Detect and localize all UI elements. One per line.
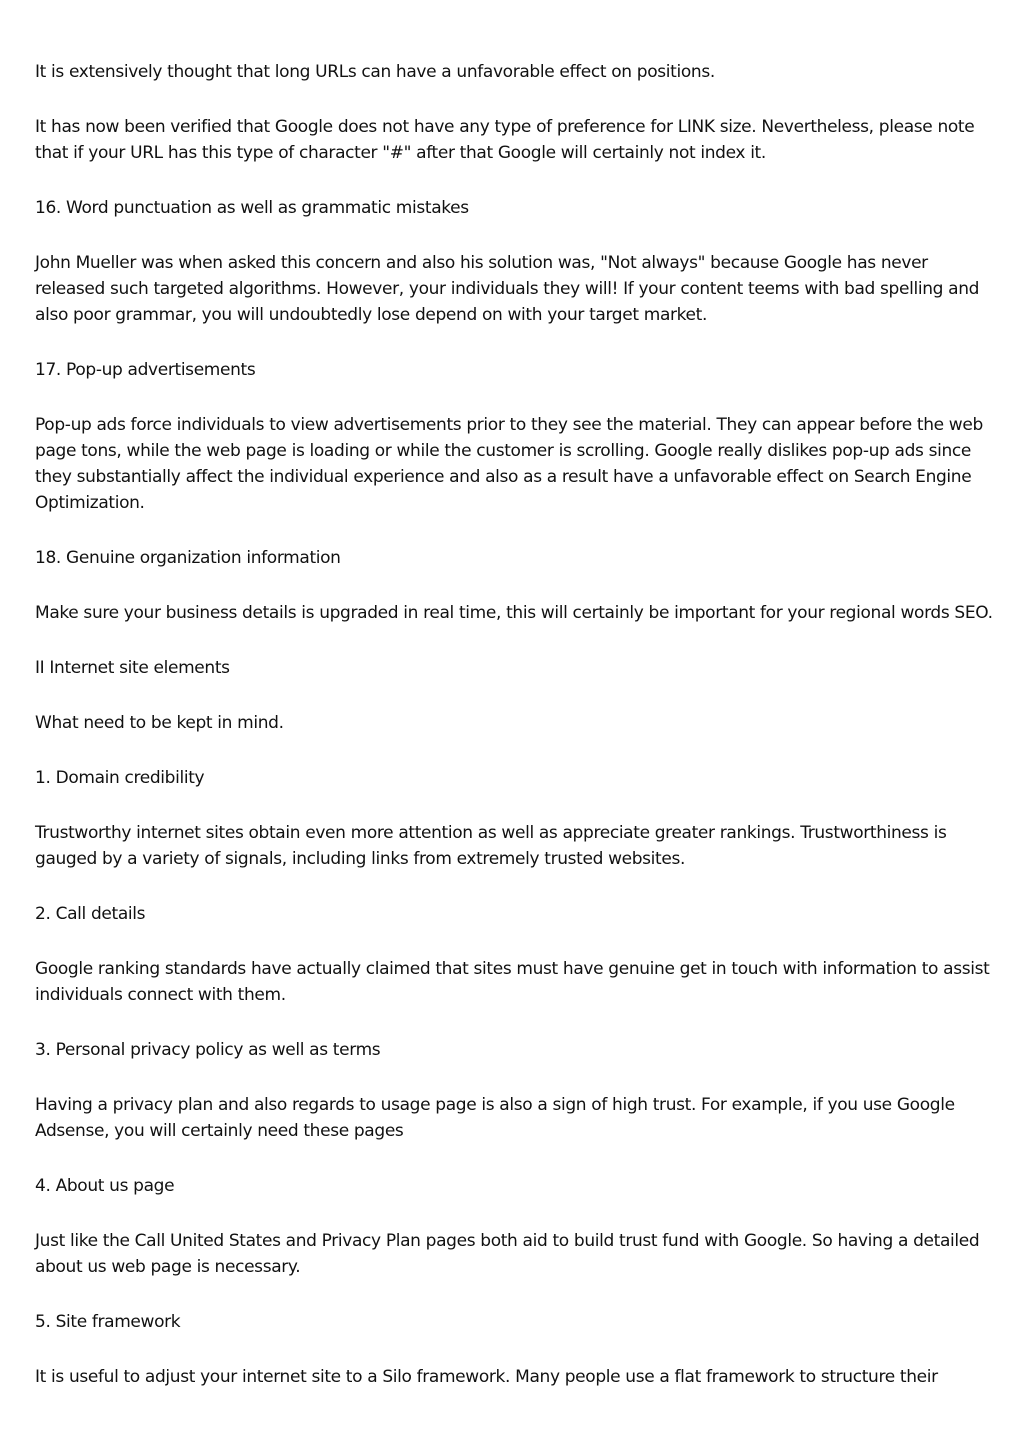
paragraph-about-us: Just like the Call United States and Privacy Plan pages both aid to build trust fund with Google. So having a detailed about us web page is necessary. xyxy=(35,1231,980,1277)
heading-18-organization-info: 18. Genuine organization information xyxy=(35,548,341,568)
heading-4-about-us: 4. About us page xyxy=(35,1176,175,1196)
paragraph-john-mueller: John Mueller was when asked this concern and also his solution was, "Not always" because Google has never released such targeted algorithms. However, your individuals they will! If your content teems with bad spelling and also poor grammar, you will undoubtedly lose depend on with your target market. xyxy=(35,253,980,325)
heading-3-privacy-policy: 3. Personal privacy policy as well as terms xyxy=(35,1040,381,1060)
paragraph-url-size: It has now been verified that Google does not have any type of preference for LINK size. Nevertheless, please note that if your URL has this type of character "#" after that Google will certainly not index it. xyxy=(35,117,975,163)
paragraph-kept-in-mind: What need to be kept in mind. xyxy=(35,713,284,733)
heading-1-domain-credibility: 1. Domain credibility xyxy=(35,768,205,788)
paragraph-privacy-plan: Having a privacy plan and also regards to usage page is also a sign of high trust. For example, if you use Google Adsense, you will certainly need these pages xyxy=(35,1095,955,1141)
paragraph-silo-framework: It is useful to adjust your internet site to a Silo framework. Many people use a flat framework to structure their xyxy=(35,1367,938,1387)
heading-5-site-framework: 5. Site framework xyxy=(35,1312,181,1332)
document-page xyxy=(35,59,995,1419)
heading-2-call-details: 2. Call details xyxy=(35,904,146,924)
heading-internet-site-elements: II Internet site elements xyxy=(35,658,230,678)
paragraph-popup-ads: Pop-up ads force individuals to view advertisements prior to they see the material. They can appear before the web page tons, while the web page is loading or while the customer is scrolling. Google really dislikes pop-up ads since they substantially affect the individual experience and also as a result have a unfavorable effect on Search Engine Optimization. xyxy=(35,415,983,513)
heading-17-popups: 17. Pop-up advertisements xyxy=(35,360,256,380)
paragraph-trustworthy-sites: Trustworthy internet sites obtain even more attention as well as appreciate greater rankings. Trustworthiness is gauged by a variety of signals, including links from extremely trusted websites. xyxy=(35,823,947,869)
paragraph-long-urls: It is extensively thought that long URLs can have a unfavorable effect on positions. xyxy=(35,62,715,82)
paragraph-contact-info: Google ranking standards have actually claimed that sites must have genuine get in touch with information to assist individuals connect with them. xyxy=(35,959,990,1005)
heading-16-punctuation: 16. Word punctuation as well as grammatic mistakes xyxy=(35,198,469,218)
paragraph-business-details: Make sure your business details is upgraded in real time, this will certainly be important for your regional words SEO. xyxy=(35,603,993,623)
